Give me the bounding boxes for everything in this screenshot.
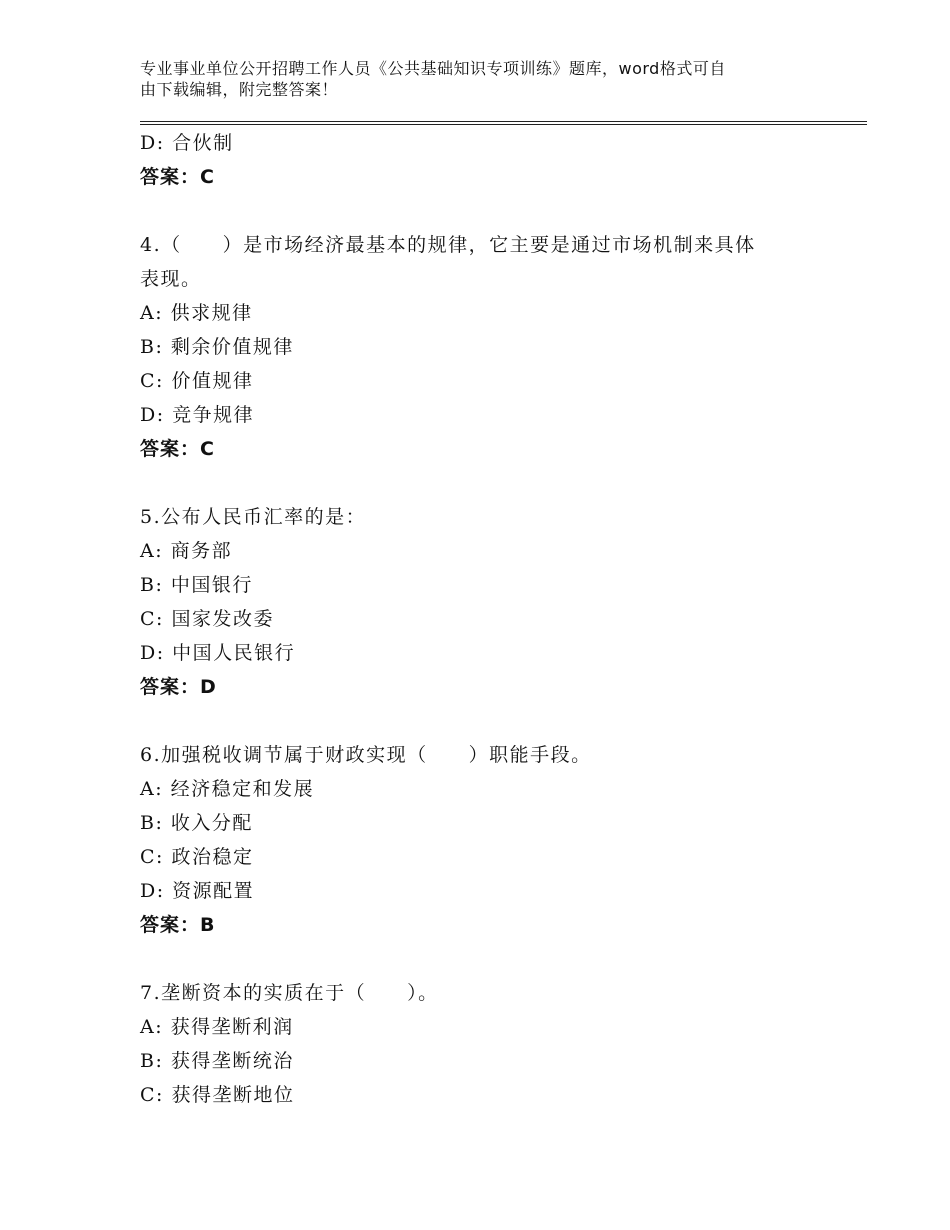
q7-option-b: B: 获得垄断统治: [140, 1050, 294, 1072]
q4-answer: 答案：C: [140, 438, 215, 460]
header-line-2: 由下载编辑，附完整答案！: [140, 80, 339, 99]
q4-option-c: C: 价值规律: [140, 370, 254, 392]
q6-option-c: C: 政治稳定: [140, 846, 254, 868]
q4-text-line-1: 4.（ ）是市场经济最基本的规律，它主要是通过市场机制来具体: [140, 234, 756, 256]
q7-option-a: A: 获得垄断利润: [140, 1016, 294, 1038]
page-header: [140, 58, 810, 100]
q5-answer: 答案：D: [140, 676, 217, 698]
q5-option-a: A: 商务部: [140, 540, 233, 562]
question-6: [140, 738, 840, 942]
q7-option-c: C: 获得垄断地位: [140, 1084, 295, 1106]
question-gap: [140, 466, 840, 500]
question-gap: [140, 704, 840, 738]
header-divider-bottom: [140, 124, 867, 125]
q5-option-c: C: 国家发改委: [140, 608, 274, 630]
header-divider-top: [140, 121, 867, 122]
q4-text-line-2: 表现。: [140, 268, 202, 290]
question-3-tail: [140, 126, 840, 194]
question-7: [140, 976, 840, 1112]
q5-option-d: D: 中国人民银行: [140, 642, 296, 664]
q6-answer: 答案：B: [140, 914, 216, 936]
q7-text: 7.垄断资本的实质在于（ ）。: [140, 982, 439, 1004]
q6-option-d: D: 资源配置: [140, 880, 255, 902]
q3-answer: 答案：C: [140, 166, 215, 188]
q4-option-d: D: 竞争规律: [140, 404, 255, 426]
question-gap: [140, 942, 840, 976]
q4-option-b: B: 剩余价值规律: [140, 336, 294, 358]
question-list: [140, 126, 840, 1112]
q6-option-a: A: 经济稳定和发展: [140, 778, 315, 800]
q6-option-b: B: 收入分配: [140, 812, 253, 834]
q6-text: 6.加强税收调节属于财政实现（ ）职能手段。: [140, 744, 592, 766]
question-5: [140, 500, 840, 704]
q3-option-d: D: 合伙制: [140, 132, 234, 154]
q5-text: 5.公布人民币汇率的是：: [140, 506, 367, 528]
question-gap: [140, 194, 840, 228]
header-line-1: 专业事业单位公开招聘工作人员《公共基础知识专项训练》题库，word格式可自: [140, 59, 726, 78]
question-4: [140, 228, 840, 466]
q5-option-b: B: 中国银行: [140, 574, 253, 596]
q4-option-a: A: 供求规律: [140, 302, 253, 324]
